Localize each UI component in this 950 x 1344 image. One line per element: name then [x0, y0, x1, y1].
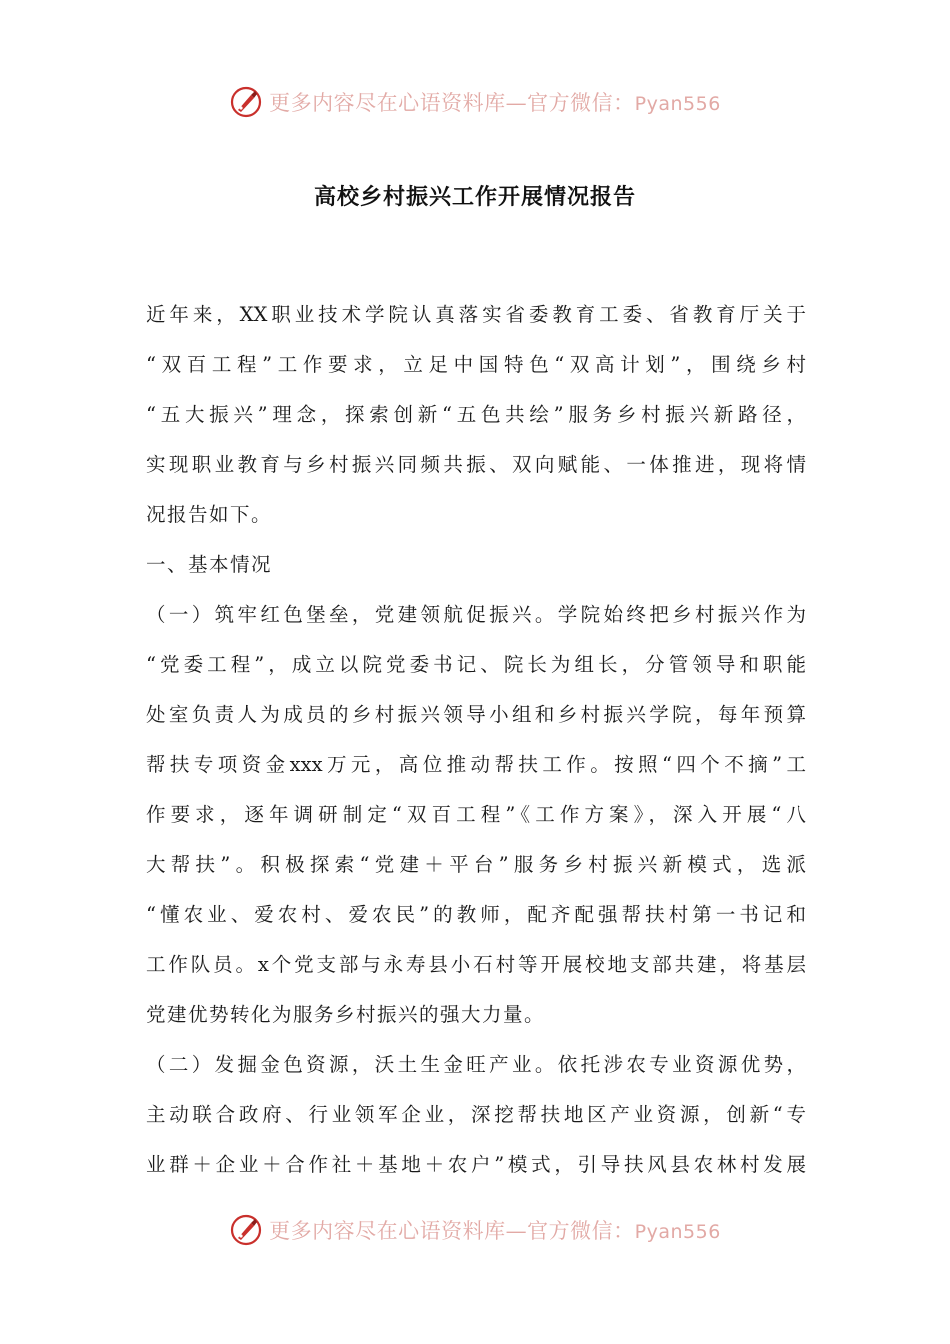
watermark-text: 更多内容尽在心语资料库—官方微信：Pyan556 — [269, 1219, 721, 1243]
text-line: “双百工程”工作要求，立足中国特色“双高计划”，围绕乡村 — [146, 353, 806, 376]
text-line: （二）发掘金色资源，沃土生金旺产业。依托涉农专业资源优势， — [146, 1053, 806, 1076]
text-line: 一、基本情况 — [146, 553, 273, 576]
text-line: （一）筑牢红色堡垒，党建领航促振兴。学院始终把乡村振兴作为 — [146, 603, 806, 626]
text-line: 作要求，逐年调研制定“双百工程”《工作方案》，深入开展“八 — [146, 803, 806, 826]
document-body — [146, 290, 806, 1190]
text-line: 主动联合政府、行业领军企业，深挖帮扶地区产业资源，创新“专 — [146, 1103, 806, 1126]
footer-watermark — [0, 1210, 950, 1250]
text-line: 实现职业教育与乡村振兴同频共振、双向赋能、一体推进，现将情 — [146, 453, 806, 476]
text-line: “五大振兴”理念，探索创新“五色共绘”服务乡村振兴新路径， — [146, 403, 806, 426]
text-line: 况报告如下。 — [146, 503, 273, 526]
text-line: 近年来，XX职业技术学院认真落实省委教育工委、省教育厅关于 — [146, 303, 806, 326]
text-line: “党委工程”，成立以院党委书记、院长为组长，分管领导和职能 — [146, 653, 806, 676]
text-line: 大帮扶”。积极探索“党建＋平台”服务乡村振兴新模式，选派 — [146, 853, 806, 876]
header-watermark — [0, 82, 950, 122]
text-line: 业群＋企业＋合作社＋基地＋农户”模式，引导扶风县农林村发展 — [146, 1153, 806, 1176]
pen-nib-logo-icon — [229, 1213, 263, 1247]
watermark-text: 更多内容尽在心语资料库—官方微信：Pyan556 — [269, 91, 721, 115]
text-line: 党建优势转化为服务乡村振兴的强大力量。 — [146, 1003, 546, 1026]
document-title: 高校乡村振兴工作开展情况报告 — [313, 185, 636, 210]
text-line: “懂农业、爱农村、爱农民”的教师，配齐配强帮扶村第一书记和 — [146, 903, 806, 926]
pen-nib-logo-icon — [229, 85, 263, 119]
text-line: 工作队员。x个党支部与永寿县小石村等开展校地支部共建，将基层 — [146, 953, 806, 976]
text-line: 处室负责人为成员的乡村振兴领导小组和乡村振兴学院，每年预算 — [146, 703, 806, 726]
text-line: 帮扶专项资金xxx万元，高位推动帮扶工作。按照“四个不摘”工 — [146, 753, 806, 776]
